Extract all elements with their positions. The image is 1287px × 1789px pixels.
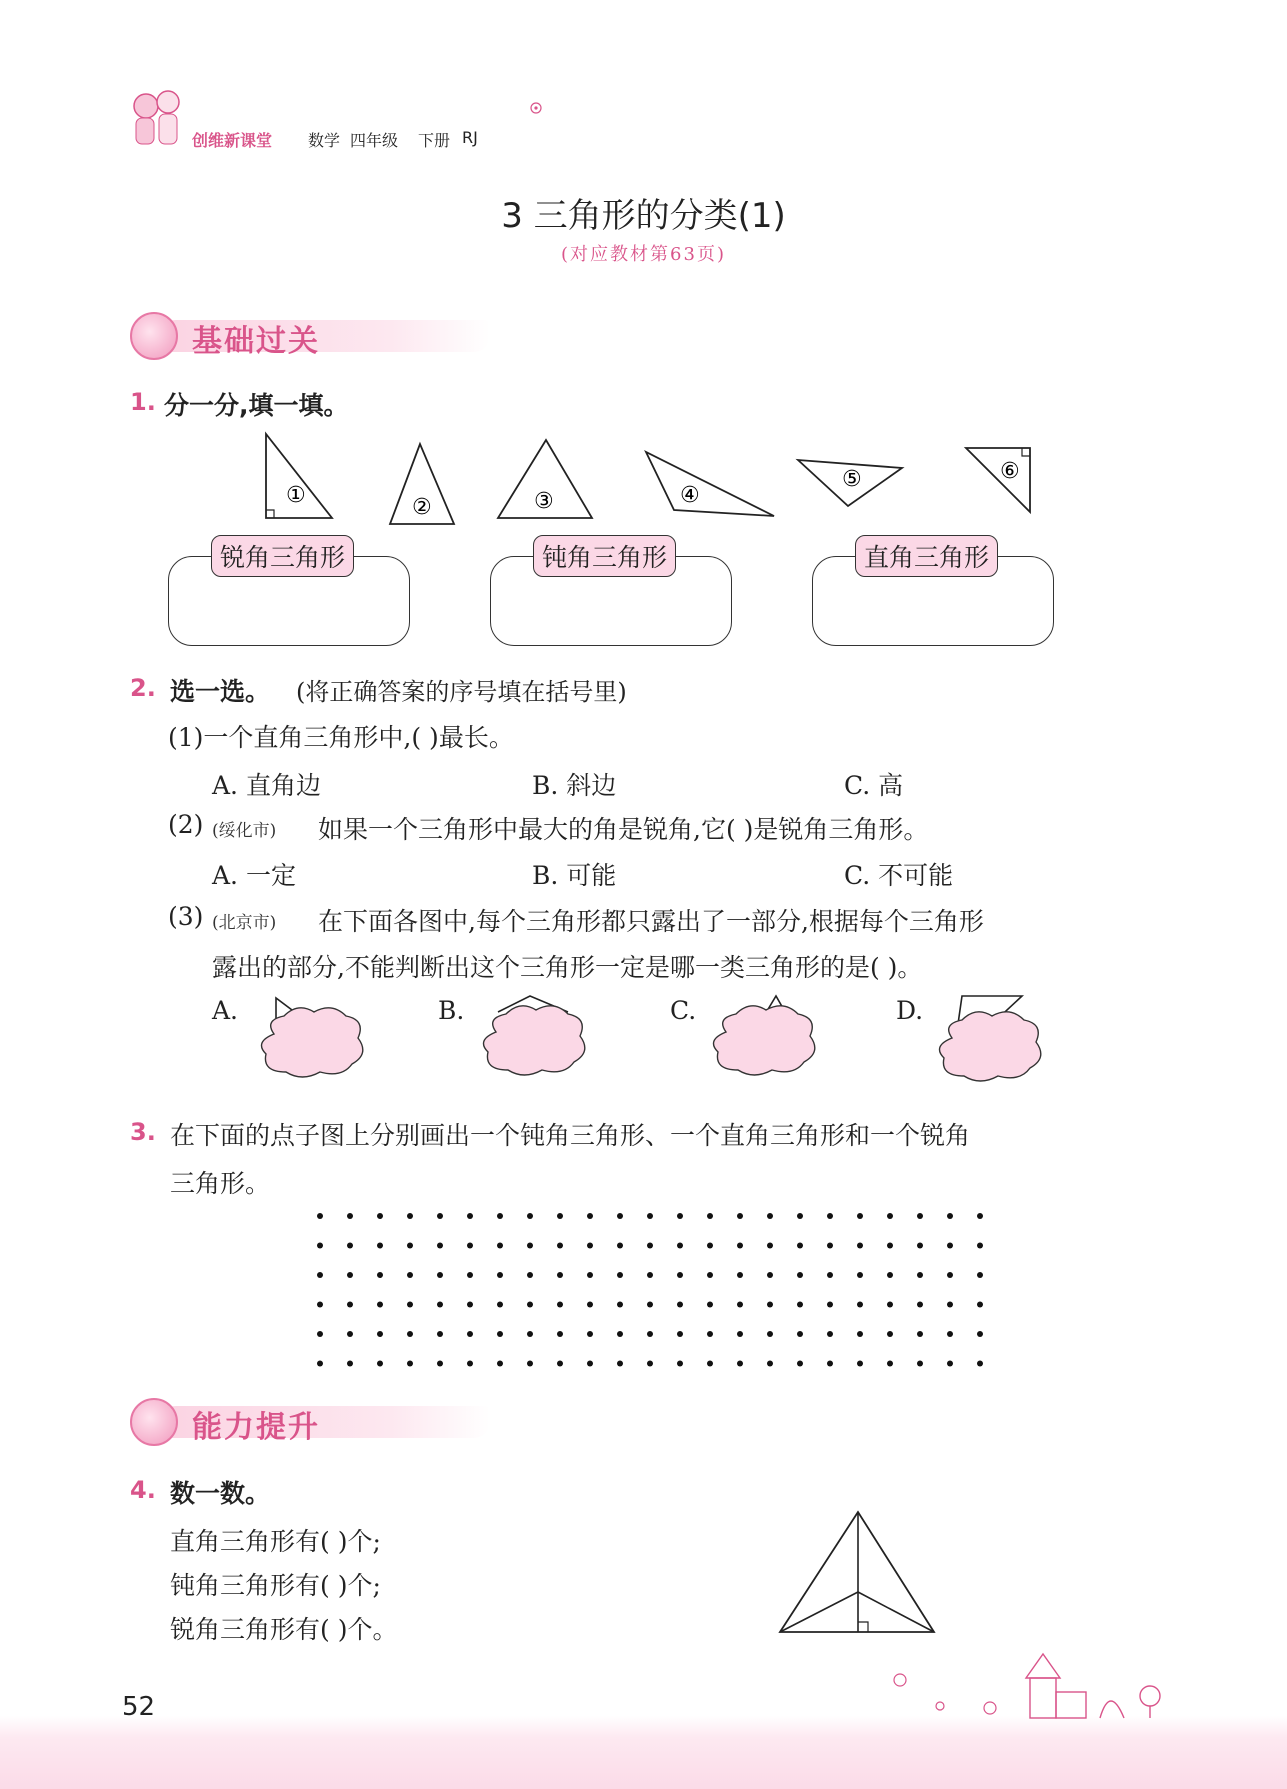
grid-dot[interactable] [497,1243,503,1249]
grid-dot[interactable] [737,1331,743,1337]
grid-dot[interactable] [557,1361,563,1367]
grid-dot[interactable] [737,1272,743,1278]
grid-dot[interactable] [827,1213,833,1219]
q2-part3-stem-line1: 在下面各图中,每个三角形都只露出了一部分,根据每个三角形 [318,907,984,936]
header-volume: 下册 [418,131,451,150]
grid-dot[interactable] [947,1213,953,1219]
grid-dot[interactable] [317,1213,323,1219]
option[interactable]: B. [438,996,465,1025]
grid-dot[interactable] [527,1243,533,1249]
grid-dot[interactable] [467,1331,473,1337]
grid-dot[interactable] [797,1213,803,1219]
grid-dot[interactable] [527,1331,533,1337]
grid-dot[interactable] [677,1361,683,1367]
option[interactable]: A. [212,996,239,1025]
grid-dot[interactable] [437,1302,443,1308]
mascot-icon [130,1398,178,1446]
grid-dot[interactable] [977,1272,983,1278]
grid-dot[interactable] [407,1243,413,1249]
grid-dot[interactable] [317,1331,323,1337]
grid-dot[interactable] [497,1331,503,1337]
grid-dot[interactable] [887,1331,893,1337]
grid-dot[interactable] [917,1213,923,1219]
grid-dot[interactable] [767,1213,773,1219]
grid-dot[interactable] [857,1272,863,1278]
grid-dot[interactable] [377,1272,383,1278]
grid-dot[interactable] [587,1361,593,1367]
grid-dot[interactable] [677,1331,683,1337]
count-line-obtuse: 钝角三角形有( )个; [170,1571,381,1600]
grid-dot[interactable] [677,1213,683,1219]
grid-dot[interactable] [887,1272,893,1278]
grid-dot[interactable] [497,1302,503,1308]
grid-dot[interactable] [797,1272,803,1278]
grid-dot[interactable] [977,1331,983,1337]
grid-dot[interactable] [647,1331,653,1337]
grid-dot[interactable] [797,1302,803,1308]
cloud-figure-a [254,994,370,1084]
bin-label: 锐角三角形 [211,535,354,577]
region-tag: (绥化市) [212,821,277,841]
grid-dot[interactable] [887,1361,893,1367]
question-prompt: 选一选。 [170,677,271,706]
grid-dot[interactable] [767,1361,773,1367]
grid-dot[interactable] [317,1243,323,1249]
lesson-subtitle: (对应教材第63页) [561,244,726,265]
option[interactable]: C. 高 [844,771,904,800]
grid-dot[interactable] [557,1272,563,1278]
q2-part2-num: (2) [168,810,204,839]
grid-dot[interactable] [527,1361,533,1367]
grid-dot[interactable] [317,1361,323,1367]
shape-label: ⑤ [842,467,862,492]
grid-dot[interactable] [347,1213,353,1219]
grid-dot[interactable] [857,1302,863,1308]
dot-grid[interactable] [300,1200,1000,1380]
grid-dot[interactable] [557,1213,563,1219]
grid-dot[interactable] [557,1302,563,1308]
grid-dot[interactable] [797,1361,803,1367]
grid-dot[interactable] [617,1361,623,1367]
bin-right[interactable] [812,543,1054,646]
grid-dot[interactable] [587,1243,593,1249]
grid-dot[interactable] [527,1213,533,1219]
grid-dot[interactable] [347,1331,353,1337]
grid-dot[interactable] [917,1331,923,1337]
grid-dot[interactable] [707,1213,713,1219]
grid-dot[interactable] [437,1243,443,1249]
grid-dot[interactable] [917,1272,923,1278]
q3-line1: 在下面的点子图上分别画出一个钝角三角形、一个直角三角形和一个锐角 [170,1121,971,1150]
grid-dot[interactable] [467,1302,473,1308]
cloud-figure-b [476,992,592,1082]
grid-dot[interactable] [707,1361,713,1367]
grid-dot[interactable] [707,1302,713,1308]
option[interactable]: C. 不可能 [844,861,954,890]
triangles-figure-2 [790,440,1050,520]
bin-label: 钝角三角形 [533,535,676,577]
grid-dot[interactable] [917,1243,923,1249]
shape-label: ② [412,495,432,520]
grid-dot[interactable] [617,1302,623,1308]
grid-dot[interactable] [497,1361,503,1367]
grid-dot[interactable] [347,1302,353,1308]
grid-dot[interactable] [677,1302,683,1308]
mascot-icon [130,312,178,360]
grid-dot[interactable] [347,1272,353,1278]
question-prompt: 数一数。 [170,1479,271,1508]
grid-dot[interactable] [887,1243,893,1249]
triangles-figure-1 [250,430,790,530]
header-edition: RJ [462,128,478,147]
triangle-4 [646,452,774,516]
grid-dot[interactable] [647,1243,653,1249]
cloud-figure-c [706,992,822,1082]
grid-dot[interactable] [737,1213,743,1219]
grid-dot[interactable] [707,1272,713,1278]
grid-dot[interactable] [947,1302,953,1308]
grid-dot[interactable] [587,1302,593,1308]
grid-dot[interactable] [437,1331,443,1337]
grid-dot[interactable] [527,1302,533,1308]
question-number: 1. [130,388,156,416]
q2-part3-num: (3) [168,902,204,931]
grid-dot[interactable] [407,1213,413,1219]
page-header [128,88,548,158]
grid-dot[interactable] [407,1272,413,1278]
question-number: 4. [130,1476,156,1504]
grid-dot[interactable] [497,1213,503,1219]
shape-label: ③ [534,489,554,514]
option[interactable]: D. [896,996,924,1025]
region-tag: (北京市) [212,913,277,933]
grid-dot[interactable] [617,1331,623,1337]
option[interactable]: B. 可能 [532,861,617,890]
question-number: 3. [130,1118,156,1146]
grid-dot[interactable] [857,1331,863,1337]
grid-dot[interactable] [527,1272,533,1278]
grid-dot[interactable] [797,1243,803,1249]
shape-label: ① [286,483,306,508]
grid-dot[interactable] [887,1213,893,1219]
grid-dot[interactable] [407,1361,413,1367]
grid-dot[interactable] [677,1243,683,1249]
grid-dot[interactable] [647,1272,653,1278]
flower-deco-icon [526,100,546,116]
grid-dot[interactable] [617,1272,623,1278]
section-banner-basic [130,312,510,358]
header-subject: 数学 [308,131,341,150]
grid-dot[interactable] [377,1361,383,1367]
grid-dot[interactable] [377,1331,383,1337]
grid-dot[interactable] [647,1213,653,1219]
grid-dot[interactable] [947,1331,953,1337]
grid-dot[interactable] [857,1213,863,1219]
grid-dot[interactable] [467,1272,473,1278]
question-prompt: 分一分,填一填。 [164,391,349,420]
cloud-figure-d [932,992,1048,1088]
grid-dot[interactable] [407,1331,413,1337]
grid-dot[interactable] [497,1272,503,1278]
grid-dot[interactable] [857,1361,863,1367]
grid-dot[interactable] [977,1243,983,1249]
q2-part1-stem: (1)一个直角三角形中,( )最长。 [168,723,514,752]
grid-dot[interactable] [737,1243,743,1249]
bin-label: 直角三角形 [855,535,998,577]
grid-dot[interactable] [947,1272,953,1278]
section-title: 基础过关 [192,324,320,359]
grid-dot[interactable] [347,1243,353,1249]
grid-dot[interactable] [857,1243,863,1249]
grid-dot[interactable] [467,1361,473,1367]
q2-part2-stem: 如果一个三角形中最大的角是锐角,它( )是锐角三角形。 [318,815,929,844]
grid-dot[interactable] [767,1243,773,1249]
grid-dot[interactable] [317,1302,323,1308]
grid-dot[interactable] [977,1361,983,1367]
grid-dot[interactable] [437,1213,443,1219]
bin-obtuse[interactable] [490,543,732,646]
shape-label: ⑥ [1000,459,1020,484]
count-line-acute: 锐角三角形有( )个。 [170,1615,398,1644]
kids-mascot-icon [128,88,188,150]
grid-dot[interactable] [587,1213,593,1219]
grid-dot[interactable] [977,1302,983,1308]
grid-dot[interactable] [647,1361,653,1367]
count-line-right: 直角三角形有( )个; [170,1527,381,1556]
grid-dot[interactable] [917,1302,923,1308]
triangle-6 [966,448,1030,512]
option[interactable]: B. 斜边 [532,771,617,800]
q3-line2: 三角形。 [170,1169,271,1198]
grid-dot[interactable] [467,1213,473,1219]
page-number: 52 [122,1692,156,1722]
brand-name: 创维新课堂 [192,131,273,150]
grid-dot[interactable] [557,1243,563,1249]
composite-triangle-figure [772,1508,942,1636]
grid-dot[interactable] [557,1331,563,1337]
grid-dot[interactable] [677,1272,683,1278]
grid-dot[interactable] [377,1243,383,1249]
grid-dot[interactable] [467,1243,473,1249]
grid-dot[interactable] [587,1331,593,1337]
grid-dot[interactable] [827,1302,833,1308]
grid-dot[interactable] [437,1272,443,1278]
footer-band [0,1716,1287,1789]
grid-dot[interactable] [827,1331,833,1337]
grid-dot[interactable] [617,1243,623,1249]
grid-dot[interactable] [827,1272,833,1278]
grid-dot[interactable] [887,1302,893,1308]
grid-dot[interactable] [617,1213,623,1219]
question-note: (将正确答案的序号填在括号里) [296,678,627,706]
grid-dot[interactable] [347,1361,353,1367]
grid-dot[interactable] [317,1272,323,1278]
grid-dot[interactable] [407,1302,413,1308]
question-number: 2. [130,674,156,702]
grid-dot[interactable] [587,1272,593,1278]
header-grade: 四年级 [350,131,399,150]
grid-dot[interactable] [377,1302,383,1308]
grid-dot[interactable] [377,1213,383,1219]
grid-dot[interactable] [707,1243,713,1249]
grid-dot[interactable] [737,1302,743,1308]
q2-part3-stem-line2: 露出的部分,不能判断出这个三角形一定是哪一类三角形的是( )。 [212,953,923,982]
bin-acute[interactable] [168,543,410,646]
grid-dot[interactable] [767,1302,773,1308]
grid-dot[interactable] [707,1331,713,1337]
grid-dot[interactable] [647,1302,653,1308]
grid-dot[interactable] [797,1331,803,1337]
grid-dot[interactable] [437,1361,443,1367]
grid-dot[interactable] [947,1361,953,1367]
grid-dot[interactable] [827,1243,833,1249]
grid-dot[interactable] [917,1361,923,1367]
lesson-title: 3 三角形的分类(1) [501,196,786,236]
grid-dot[interactable] [767,1272,773,1278]
section-banner-advanced [130,1398,510,1444]
grid-dot[interactable] [827,1361,833,1367]
grid-dot[interactable] [737,1361,743,1367]
grid-dot[interactable] [977,1213,983,1219]
section-title: 能力提升 [192,1410,320,1445]
shape-label: ④ [680,483,700,508]
grid-dot[interactable] [947,1243,953,1249]
castle-deco-icon [880,1648,1170,1720]
option[interactable]: C. [670,996,697,1025]
option[interactable]: A. 直角边 [212,771,321,800]
option[interactable]: A. 一定 [212,861,296,890]
grid-dot[interactable] [767,1331,773,1337]
